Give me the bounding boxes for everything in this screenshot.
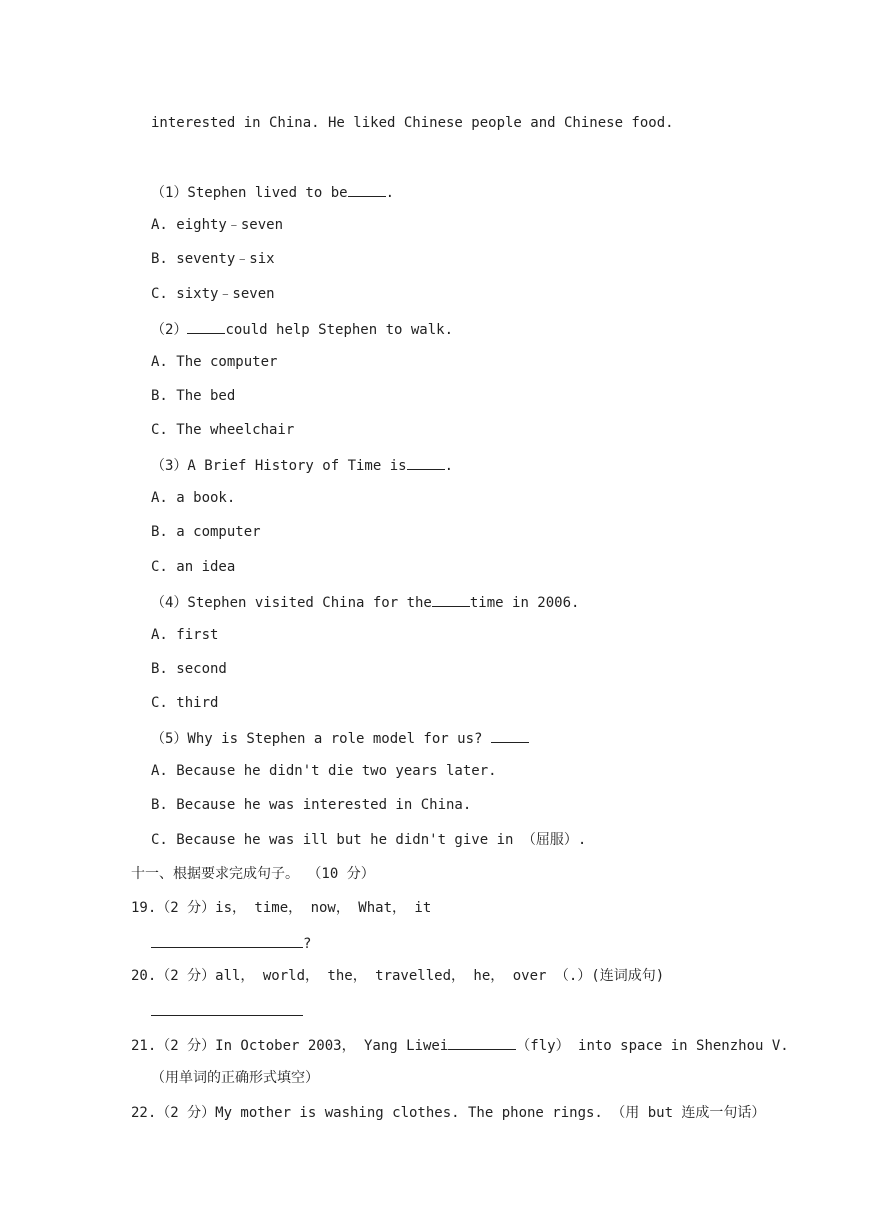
question-2-stem xyxy=(151,319,453,339)
option-1a[interactable]: A. eighty﹣seven xyxy=(151,217,284,233)
question-21-pre: 21.（2 分）In October 2003， Yang Liwei xyxy=(131,1038,449,1054)
answer-blank[interactable] xyxy=(187,319,225,334)
option-1c[interactable]: C. sixty﹣seven xyxy=(151,286,275,302)
question-19-answer xyxy=(151,933,311,953)
answer-blank[interactable] xyxy=(151,1001,303,1016)
question-4-stem xyxy=(151,592,579,612)
option-2b[interactable]: B. The bed xyxy=(151,388,236,404)
option-5c[interactable]: C. Because he was ill but he didn't give in （屈服）. xyxy=(151,832,587,848)
option-1b[interactable]: B. seventy﹣six xyxy=(151,251,275,267)
option-2a[interactable]: A. The computer xyxy=(151,354,278,370)
answer-blank[interactable] xyxy=(448,1035,516,1050)
question-20-answer xyxy=(151,1001,303,1021)
option-3b[interactable]: B. a computer xyxy=(151,524,261,540)
question-stem-text: （5）Why is Stephen a role model for us? xyxy=(151,731,483,747)
option-2c[interactable]: C. The wheelchair xyxy=(151,422,295,438)
question-stem-text: （3）A Brief History of Time is xyxy=(151,458,407,474)
question-21-text xyxy=(131,1035,789,1055)
question-19-tail: ? xyxy=(303,936,312,952)
question-stem-text: time in 2006. xyxy=(469,595,580,611)
section-heading: 十一、根据要求完成句子。 （10 分） xyxy=(131,866,375,882)
question-21-post: （fly） into space in Shenzhou V. xyxy=(516,1038,789,1054)
answer-blank[interactable] xyxy=(407,455,445,470)
question-3-stem xyxy=(151,455,453,475)
question-stem-text: . xyxy=(444,458,454,474)
question-stem-text: could help Stephen to walk. xyxy=(225,322,454,338)
option-4b[interactable]: B. second xyxy=(151,661,227,677)
option-4c[interactable]: C. third xyxy=(151,695,219,711)
option-3c[interactable]: C. an idea xyxy=(151,559,236,575)
question-stem-text: （2） xyxy=(151,322,188,338)
option-4a[interactable]: A. first xyxy=(151,627,219,643)
question-stem-text: （4）Stephen visited China for the xyxy=(151,595,432,611)
answer-blank[interactable] xyxy=(491,728,529,743)
answer-blank[interactable] xyxy=(348,182,386,197)
option-5b[interactable]: B. Because he was interested in China. xyxy=(151,797,472,813)
question-21-note: （用单词的正确形式填空） xyxy=(151,1070,319,1086)
passage-tail: interested in China. He liked Chinese people and Chinese food. xyxy=(151,115,674,131)
option-3a[interactable]: A. a book. xyxy=(151,490,236,506)
question-20-text: 20.（2 分）all， world， the， travelled， he， over （.）(连词成句) xyxy=(131,968,665,984)
question-19-text: 19.（2 分）is， time， now， What， it xyxy=(131,900,432,916)
question-22-text: 22.（2 分）My mother is washing clothes. The phone rings. （用 but 连成一句话） xyxy=(131,1105,766,1121)
option-5a[interactable]: A. Because he didn't die two years later. xyxy=(151,763,497,779)
question-1-stem xyxy=(151,182,394,202)
question-stem-text: （1）Stephen lived to be xyxy=(151,185,348,201)
answer-blank[interactable] xyxy=(151,933,303,948)
question-stem-text: . xyxy=(385,185,395,201)
question-5-stem xyxy=(151,728,529,748)
answer-blank[interactable] xyxy=(432,592,470,607)
